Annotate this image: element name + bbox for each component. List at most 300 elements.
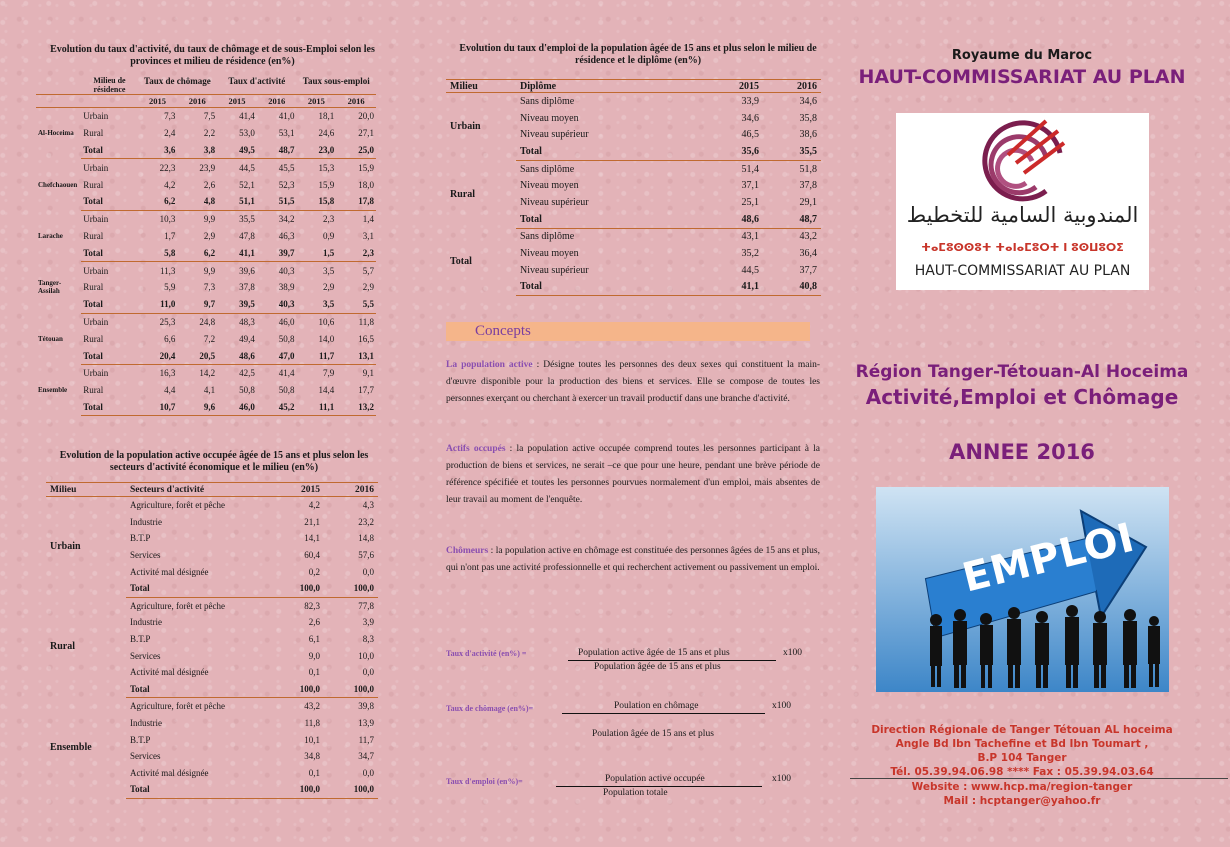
value-cell: 3,1 <box>362 230 374 241</box>
row-label: Agriculture, forêt et pêche <box>130 701 225 712</box>
formula-employment-denominator: Population totale <box>603 788 668 798</box>
milieu-group-label: Urbain <box>450 121 481 133</box>
value-cell: 18,1 <box>318 111 335 122</box>
value-cell: 4,4 <box>164 385 176 396</box>
t1-year-col-3: 2016 <box>257 95 297 108</box>
table-row <box>36 159 376 176</box>
milieu-cell: Rural <box>83 179 104 190</box>
value-cell: 3,9 <box>362 617 374 628</box>
value-cell: 77,8 <box>358 600 374 611</box>
value-cell: 51,4 <box>741 163 759 175</box>
value-cell: 2,9 <box>323 282 335 293</box>
milieu-cell: Total <box>81 347 137 364</box>
value-cell: 60,4 <box>304 550 320 561</box>
value-cell: 13,2 <box>336 399 376 416</box>
value-cell: 48,6 <box>705 211 763 228</box>
table3-title: Evolution de la population active occupée âgée de 15 ans et plus selon les secteurs d'activité économique et le milieu (en%) <box>59 450 369 473</box>
value-cell: 35,8 <box>799 112 817 124</box>
value-cell: 16,5 <box>358 333 374 344</box>
table-row <box>36 364 376 381</box>
milieu-cell: Total <box>81 193 137 210</box>
value-cell: 39,5 <box>217 296 257 313</box>
value-cell: 100,0 <box>270 781 324 798</box>
value-cell: 0,1 <box>308 667 320 678</box>
value-cell: 4,2 <box>308 500 320 511</box>
row-label: Total <box>516 211 705 228</box>
value-cell: 53,0 <box>239 128 255 139</box>
value-cell: 0,0 <box>362 566 374 577</box>
value-cell: 0,0 <box>362 767 374 778</box>
concept-population-active <box>446 357 820 408</box>
value-cell: 7,3 <box>203 282 216 293</box>
row-label: Agriculture, forêt et pêche <box>130 500 225 511</box>
value-cell: 15,9 <box>358 162 374 173</box>
value-cell: 0,0 <box>362 667 374 678</box>
value-cell: 25,1 <box>741 196 759 208</box>
value-cell: 16,3 <box>159 368 176 379</box>
value-cell: 11,0 <box>138 296 178 313</box>
milieu-cell: Total <box>81 142 137 159</box>
value-cell: 34,8 <box>304 751 320 762</box>
kingdom-label: Royaume du Maroc <box>951 48 1093 63</box>
milieu-cell: Total <box>81 296 137 313</box>
value-cell: 9,1 <box>362 368 374 379</box>
value-cell: 11,8 <box>304 718 320 729</box>
value-cell: 3,5 <box>297 296 337 313</box>
value-cell: 2,4 <box>164 128 176 139</box>
value-cell: 25,0 <box>336 142 376 159</box>
value-cell: 6,2 <box>138 193 178 210</box>
value-cell: 2,3 <box>323 214 335 225</box>
milieu-cell: Rural <box>83 128 104 139</box>
value-cell: 37,8 <box>799 180 817 192</box>
t1-header-milieu: Milieu de résidence <box>93 76 126 94</box>
value-cell: 0,9 <box>323 230 335 241</box>
formula-employment-factor: x100 <box>772 774 791 784</box>
value-cell: 7,2 <box>203 333 216 344</box>
table3-header-2: 2015 <box>270 483 324 497</box>
milieu-cell: Rural <box>83 385 104 396</box>
value-cell: 23,9 <box>199 162 216 173</box>
value-cell: 14,4 <box>318 385 335 396</box>
value-cell: 100,0 <box>270 580 324 597</box>
value-cell: 33,9 <box>741 95 759 107</box>
table-row <box>36 262 376 279</box>
milieu-group-label: Rural <box>50 641 75 653</box>
table-row <box>446 228 821 245</box>
value-cell: 1,4 <box>362 214 374 225</box>
value-cell: 20,4 <box>138 347 178 364</box>
table-row <box>36 296 376 313</box>
emploi-word: EMPLOI <box>958 514 1140 602</box>
row-label: Sans diplôme <box>520 95 575 107</box>
table-row <box>36 330 376 347</box>
row-label: Niveau supérieur <box>520 264 589 276</box>
year-title: ANNEE 2016 <box>949 440 1095 464</box>
value-cell: 11,1 <box>297 399 337 416</box>
logo-tifinagh-text: ⵜⴰⵎⵓⵙⵙⵓⵜ ⵜⴰⵏⴰⵎⵓⵔⵜ ⵏ ⵓⵙⵡⵓⵔⵉ <box>921 241 1124 254</box>
value-cell: 9,7 <box>177 296 217 313</box>
province-name: Tanger-Assilah <box>38 279 62 296</box>
value-cell: 45,5 <box>278 162 295 173</box>
table-row <box>36 125 376 142</box>
table-row <box>46 497 378 514</box>
value-cell: 29,1 <box>799 196 817 208</box>
milieu-cell: Urbain <box>83 214 109 225</box>
row-label: Services <box>130 550 161 561</box>
table-row <box>36 176 376 193</box>
value-cell: 34,2 <box>278 214 295 225</box>
contact-divider <box>850 778 1228 779</box>
table2-header-0: Milieu <box>446 80 516 93</box>
contact-line-3: Tél. 05.39.94.06.98 **** Fax : 05.39.94.03.64 <box>890 766 1154 778</box>
milieu-cell: Urbain <box>83 111 109 122</box>
row-label: B.T.P <box>130 533 151 544</box>
value-cell: 6,2 <box>177 244 217 261</box>
table3-header-1: Secteurs d'activité <box>126 483 270 497</box>
province-name: Ensemble <box>38 386 68 395</box>
value-cell: 18,0 <box>358 179 374 190</box>
row-label: Total <box>516 143 705 160</box>
value-cell: 42,5 <box>239 368 255 379</box>
value-cell: 4,2 <box>164 179 176 190</box>
value-cell: 40,3 <box>257 296 297 313</box>
value-cell: 100,0 <box>324 681 378 698</box>
row-label: Industrie <box>130 718 162 729</box>
table-row <box>36 210 376 227</box>
value-cell: 5,9 <box>164 282 176 293</box>
milieu-cell: Rural <box>83 230 104 241</box>
formula-employment-fraction-bar <box>556 786 762 787</box>
value-cell: 46,0 <box>278 316 295 327</box>
table-row <box>36 382 376 399</box>
value-cell: 11,3 <box>159 265 176 276</box>
value-cell: 10,1 <box>304 734 320 745</box>
milieu-cell: Urbain <box>83 368 109 379</box>
value-cell: 41,0 <box>278 111 295 122</box>
value-cell: 53,1 <box>278 128 295 139</box>
milieu-cell: Rural <box>83 282 104 293</box>
value-cell: 17,7 <box>358 385 374 396</box>
value-cell: 48,3 <box>239 316 255 327</box>
value-cell: 47,8 <box>239 230 255 241</box>
concept-actifs-occupes <box>446 441 820 509</box>
value-cell: 51,5 <box>257 193 297 210</box>
table-employment-diploma <box>446 79 821 296</box>
value-cell: 4,1 <box>203 385 216 396</box>
value-cell: 37,7 <box>799 264 817 276</box>
value-cell: 10,6 <box>318 316 335 327</box>
table-row <box>36 108 376 125</box>
formula-unemployment-fraction-bar <box>562 713 765 714</box>
concept-chomeurs <box>446 543 820 577</box>
table-row <box>46 597 378 614</box>
province-name: Al-Hoceima <box>38 129 74 138</box>
row-label: Services <box>130 650 161 661</box>
row-label: Sans diplôme <box>520 231 575 243</box>
row-label: Total <box>516 279 705 296</box>
table3-header-3: 2016 <box>324 483 378 497</box>
formula-unemployment-factor: x100 <box>772 701 791 711</box>
value-cell: 4,3 <box>362 500 374 511</box>
value-cell: 9,6 <box>177 399 217 416</box>
value-cell: 38,6 <box>799 129 817 141</box>
row-label: Total <box>126 781 270 798</box>
t1-year-col-1: 2016 <box>177 95 217 108</box>
value-cell: 10,0 <box>358 650 374 661</box>
def-chomeurs: : la population active en chômage est constituée des personnes âgées de 15 ans et plus, qui n'ont pas une activité professionnelle et qui recherchent activement ou passivement un emploi. <box>446 546 820 573</box>
value-cell: 5,8 <box>138 244 178 261</box>
table-row <box>36 313 376 330</box>
value-cell: 35,5 <box>763 143 821 160</box>
row-label: Activité mal désignée <box>130 667 209 678</box>
milieu-group-label: Rural <box>450 188 475 200</box>
value-cell: 39,8 <box>358 701 374 712</box>
formula-activity-fraction-bar <box>568 660 776 661</box>
value-cell: 13,1 <box>336 347 376 364</box>
row-label: Services <box>130 751 161 762</box>
t1-year-col-4: 2015 <box>297 95 337 108</box>
value-cell: 50,8 <box>278 385 295 396</box>
table-row <box>36 399 376 416</box>
value-cell: 11,8 <box>358 316 374 327</box>
value-cell: 14,1 <box>304 533 320 544</box>
contact-line-4[interactable]: Website : www.hcp.ma/region-tanger <box>911 781 1133 793</box>
t1-year-col-5: 2016 <box>336 95 376 108</box>
value-cell: 9,9 <box>203 214 216 225</box>
value-cell: 3,8 <box>177 142 217 159</box>
table-row <box>446 93 821 110</box>
contact-line-1: Angle Bd Ibn Tachefine et Bd Ibn Toumart , <box>895 738 1149 750</box>
def-actifs-occupes: : la population active occupée comprend toutes les personnes participant à la production de biens et services, ne serait –ce que pour une heure, pendant une brève période de référence spécifiée et toutes les personnes pourvues normalement d'un emploi, mais absentes de leur travail au moment de l'enquête. <box>446 444 821 505</box>
value-cell: 2,6 <box>308 617 320 628</box>
value-cell: 22,3 <box>159 162 176 173</box>
value-cell: 44,5 <box>741 264 759 276</box>
table-sectors <box>46 482 378 799</box>
row-label: Activité mal désignée <box>130 767 209 778</box>
formula-employment-label: Taux d'emploi (en%)= <box>446 777 523 786</box>
value-cell: 15,3 <box>318 162 335 173</box>
value-cell: 6,6 <box>164 333 176 344</box>
def-population-active: : Désigne toutes les personnes des deux sexes qui constituent la main-d'œuvre disponible pour la production des biens et services. Elle se compose de toutes les personnes exerçant ou cherchant à exercer un travail productif dans une branche d'activité. <box>446 360 820 404</box>
table-row <box>36 228 376 245</box>
formula-activity-label: Taux d'activité (en%) = <box>446 649 527 658</box>
row-label: Industrie <box>130 516 162 527</box>
value-cell: 10,3 <box>159 214 176 225</box>
value-cell: 24,8 <box>199 316 216 327</box>
value-cell: 100,0 <box>324 781 378 798</box>
value-cell: 50,8 <box>278 333 295 344</box>
value-cell: 11,7 <box>297 347 337 364</box>
province-name: Chefchaouen <box>38 180 78 189</box>
row-label: Niveau supérieur <box>520 129 589 141</box>
t1-header-chomage: Taux de chômage <box>144 76 211 86</box>
row-label: Niveau moyen <box>520 180 579 192</box>
row-label: Niveau moyen <box>520 112 579 124</box>
value-cell: 5,5 <box>336 296 376 313</box>
milieu-cell: Total <box>81 244 137 261</box>
value-cell: 23,0 <box>297 142 337 159</box>
value-cell: 37,1 <box>741 180 759 192</box>
value-cell: 4,8 <box>177 193 217 210</box>
subject-title: Activité,Emploi et Chômage <box>865 385 1179 409</box>
value-cell: 49,5 <box>217 142 257 159</box>
value-cell: 24,6 <box>318 128 335 139</box>
value-cell: 14,0 <box>318 333 335 344</box>
value-cell: 51,1 <box>217 193 257 210</box>
emploi-illustration <box>876 487 1169 692</box>
value-cell: 27,1 <box>358 128 374 139</box>
value-cell: 35,5 <box>239 214 255 225</box>
formula-activity-factor: x100 <box>783 648 802 658</box>
value-cell: 47,0 <box>257 347 297 364</box>
value-cell: 38,9 <box>278 282 295 293</box>
value-cell: 41,4 <box>278 368 295 379</box>
term-chomeurs: Chômeurs <box>446 546 489 556</box>
value-cell: 0,1 <box>308 767 320 778</box>
t1-year-col-2: 2015 <box>217 95 257 108</box>
value-cell: 6,1 <box>308 634 320 645</box>
value-cell: 43,2 <box>304 701 320 712</box>
value-cell: 40,3 <box>278 265 295 276</box>
table-activity-rates <box>36 76 376 416</box>
value-cell: 52,1 <box>239 179 255 190</box>
value-cell: 9,9 <box>203 265 216 276</box>
value-cell: 35,6 <box>705 143 763 160</box>
value-cell: 3,6 <box>138 142 178 159</box>
province-name: Tétouan <box>38 334 63 343</box>
row-label: Agriculture, forêt et pêche <box>130 600 225 611</box>
formula-unemployment-numerator: Poulation en chômage <box>614 701 699 711</box>
value-cell: 14,2 <box>199 368 216 379</box>
value-cell: 25,3 <box>159 316 176 327</box>
value-cell: 39,7 <box>257 244 297 261</box>
value-cell: 50,8 <box>239 385 255 396</box>
term-population-active: La population active <box>446 360 533 370</box>
table3-header-0: Milieu <box>46 483 126 497</box>
row-label: Niveau supérieur <box>520 196 589 208</box>
milieu-cell: Total <box>81 399 137 416</box>
formula-unemployment-denominator: Poulation âgée de 15 ans et plus <box>592 729 714 739</box>
logo-french-text: HAUT-COMMISSARIAT AU PLAN <box>914 263 1131 279</box>
table1-title: Evolution du taux d'activité, du taux de chômage et de sous-Emploi selon les provinces et milieu de résidence (en%) <box>50 44 375 67</box>
value-cell: 48,6 <box>217 347 257 364</box>
row-label: Activité mal désignée <box>130 566 209 577</box>
value-cell: 8,3 <box>362 634 374 645</box>
value-cell: 41,1 <box>705 279 763 296</box>
milieu-cell: Rural <box>83 333 104 344</box>
value-cell: 1,7 <box>164 230 176 241</box>
formula-activity-numerator: Population active âgée de 15 ans et plus <box>578 648 730 658</box>
value-cell: 41,4 <box>239 111 255 122</box>
table2-header-2: 2015 <box>705 80 763 93</box>
value-cell: 45,2 <box>257 399 297 416</box>
milieu-group-label: Ensemble <box>50 741 92 753</box>
row-label: Industrie <box>130 617 162 628</box>
value-cell: 14,8 <box>358 533 374 544</box>
table-row <box>36 347 376 364</box>
hcp-logo <box>896 113 1149 290</box>
value-cell: 46,5 <box>741 129 759 141</box>
value-cell: 15,9 <box>318 179 335 190</box>
value-cell: 2,3 <box>336 244 376 261</box>
region-title: Région Tanger-Tétouan-Al Hoceima <box>855 362 1189 382</box>
t1-year-col-0: 2015 <box>138 95 178 108</box>
value-cell: 17,8 <box>336 193 376 210</box>
value-cell: 43,1 <box>741 231 759 243</box>
value-cell: 36,4 <box>799 248 817 260</box>
value-cell: 2,9 <box>203 230 216 241</box>
row-label: Total <box>126 681 270 698</box>
table-row <box>446 160 821 177</box>
row-label: Total <box>126 580 270 597</box>
value-cell: 48,7 <box>257 142 297 159</box>
value-cell: 100,0 <box>324 580 378 597</box>
t1-header-sous-emploi: Taux sous-emploi <box>302 76 370 86</box>
value-cell: 0,2 <box>308 566 320 577</box>
value-cell: 20,0 <box>358 111 374 122</box>
milieu-cell: Urbain <box>83 162 109 173</box>
value-cell: 44,5 <box>239 162 255 173</box>
value-cell: 7,5 <box>203 111 216 122</box>
value-cell: 100,0 <box>270 681 324 698</box>
value-cell: 82,3 <box>304 600 320 611</box>
value-cell: 2,2 <box>203 128 216 139</box>
value-cell: 57,6 <box>358 550 374 561</box>
contact-line-5[interactable]: Mail : hcptanger@yahoo.fr <box>943 795 1101 807</box>
table2-title: Evolution du taux d'emploi de la population âgée de 15 ans et plus selon le milieu de résidence et le diplôme (en%) <box>459 43 817 66</box>
value-cell: 7,9 <box>323 368 335 379</box>
table-row <box>36 244 376 261</box>
t1-header-activite: Taux d'activité <box>228 76 286 86</box>
milieu-cell: Urbain <box>83 316 109 327</box>
contact-line-2: B.P 104 Tanger <box>977 752 1067 764</box>
value-cell: 9,0 <box>308 650 320 661</box>
term-actifs-occupes: Actifs occupés <box>446 444 506 454</box>
value-cell: 49,4 <box>239 333 255 344</box>
row-label: B.T.P <box>130 734 151 745</box>
value-cell: 43,2 <box>799 231 817 243</box>
value-cell: 20,5 <box>177 347 217 364</box>
value-cell: 39,6 <box>239 265 255 276</box>
table-row <box>36 279 376 296</box>
value-cell: 35,2 <box>741 248 759 260</box>
formula-employment-numerator: Population active occupée <box>605 774 705 784</box>
concepts-heading: Concepts <box>475 323 531 339</box>
value-cell: 40,8 <box>763 279 821 296</box>
value-cell: 10,7 <box>138 399 178 416</box>
value-cell: 48,7 <box>763 211 821 228</box>
concepts-header-bar <box>446 322 810 341</box>
milieu-group-label: Total <box>450 256 472 268</box>
milieu-group-label: Urbain <box>50 541 81 553</box>
row-label: Niveau moyen <box>520 248 579 260</box>
contact-line-0: Direction Régionale de Tanger Tétouan AL hoceima <box>871 724 1173 736</box>
value-cell: 13,9 <box>358 718 374 729</box>
value-cell: 46,3 <box>278 230 295 241</box>
table2-header-1: Diplôme <box>516 80 705 93</box>
value-cell: 7,3 <box>164 111 176 122</box>
value-cell: 51,8 <box>799 163 817 175</box>
value-cell: 2,6 <box>203 179 216 190</box>
value-cell: 52,3 <box>278 179 295 190</box>
value-cell: 41,1 <box>217 244 257 261</box>
value-cell: 21,1 <box>304 516 320 527</box>
value-cell: 2,9 <box>362 282 374 293</box>
hcp-title: HAUT-COMMISSARIAT AU PLAN <box>858 66 1186 88</box>
value-cell: 34,6 <box>799 95 817 107</box>
table-row <box>46 698 378 715</box>
